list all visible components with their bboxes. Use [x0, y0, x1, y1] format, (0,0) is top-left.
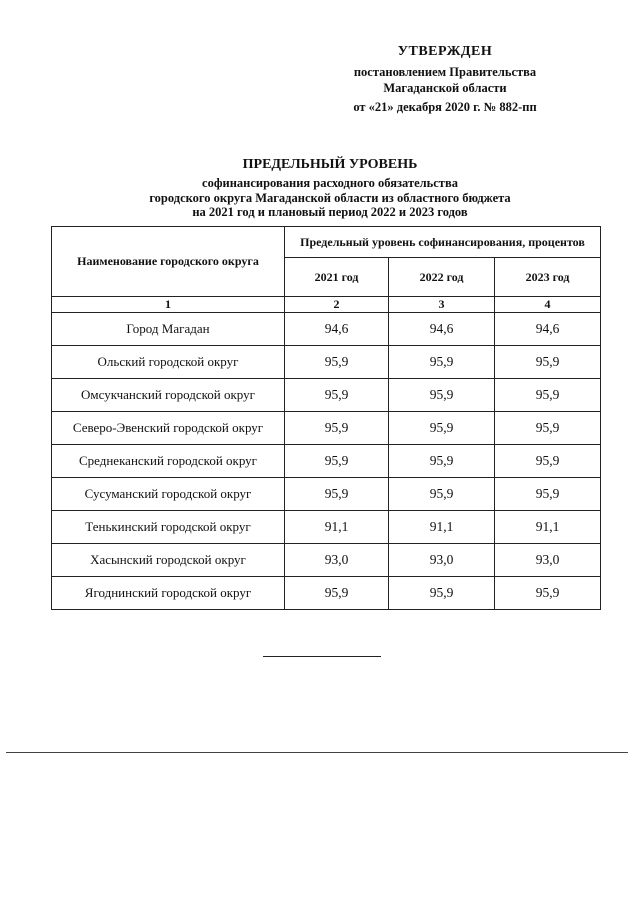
value-2021: 95,9 — [285, 445, 389, 478]
value-2021: 91,1 — [285, 511, 389, 544]
district-name: Среднеканский городской округ — [52, 445, 285, 478]
table-row — [52, 313, 601, 346]
table-row — [52, 544, 601, 577]
value-2023: 95,9 — [495, 445, 601, 478]
approval-line-3: от «21» декабря 2020 г. № 882-пп — [353, 100, 537, 114]
approval-block — [320, 44, 570, 115]
value-2023: 95,9 — [495, 478, 601, 511]
document-title: ПРЕДЕЛЬНЫЙ УРОВЕНЬ — [242, 157, 418, 172]
table-row — [52, 577, 601, 610]
value-2023: 95,9 — [495, 379, 601, 412]
value-2023: 95,9 — [495, 577, 601, 610]
value-2021: 95,9 — [285, 577, 389, 610]
document-title-block — [60, 156, 600, 220]
value-2023: 91,1 — [495, 511, 601, 544]
value-2023: 95,9 — [495, 346, 601, 379]
column-number: 2 — [285, 297, 389, 313]
value-2021: 95,9 — [285, 412, 389, 445]
district-name: Северо-Эвенский городской округ — [52, 412, 285, 445]
value-2023: 95,9 — [495, 412, 601, 445]
cofinancing-table — [51, 226, 601, 610]
value-2022: 93,0 — [389, 544, 495, 577]
table-row — [52, 511, 601, 544]
district-name: Сусуманский городской округ — [52, 478, 285, 511]
document-subtitle-3: на 2021 год и плановый период 2022 и 2023 годов — [192, 205, 468, 219]
value-2022: 95,9 — [389, 412, 495, 445]
value-2022: 95,9 — [389, 346, 495, 379]
value-2022: 95,9 — [389, 445, 495, 478]
value-2022: 95,9 — [389, 478, 495, 511]
document-subtitle-2: городского округа Магаданской области из областного бюджета — [149, 190, 511, 205]
approval-stamp: УТВЕРЖДЕН — [397, 44, 493, 59]
table-row — [52, 379, 601, 412]
table-row — [52, 445, 601, 478]
value-2022: 95,9 — [389, 379, 495, 412]
column-number: 4 — [495, 297, 601, 313]
end-of-document-rule — [263, 656, 381, 657]
table-row — [52, 478, 601, 511]
value-2023: 94,6 — [495, 313, 601, 346]
column-number: 3 — [389, 297, 495, 313]
column-header-year: 2023 год — [495, 258, 601, 297]
value-2022: 91,1 — [389, 511, 495, 544]
document-subtitle-1: софинансирования расходного обязательства — [202, 176, 458, 190]
value-2021: 94,6 — [285, 313, 389, 346]
district-name: Ягоднинский городской округ — [52, 577, 285, 610]
approval-line-2: Магаданской области — [383, 81, 507, 95]
column-header-name: Наименование городского округа — [52, 227, 285, 297]
value-2021: 95,9 — [285, 379, 389, 412]
column-header-year: 2022 год — [389, 258, 495, 297]
value-2021: 95,9 — [285, 478, 389, 511]
approval-line-1: постановлением Правительства — [353, 65, 537, 79]
district-name: Хасынский городской округ — [52, 544, 285, 577]
value-2023: 93,0 — [495, 544, 601, 577]
page-bottom-divider — [6, 752, 628, 753]
district-name: Ольский городской округ — [52, 346, 285, 379]
value-2022: 95,9 — [389, 577, 495, 610]
district-name: Тенькинский городской округ — [52, 511, 285, 544]
district-name: Город Магадан — [52, 313, 285, 346]
value-2021: 93,0 — [285, 544, 389, 577]
column-number: 1 — [52, 297, 285, 313]
value-2022: 94,6 — [389, 313, 495, 346]
district-name: Омсукчанский городской округ — [52, 379, 285, 412]
table-row — [52, 412, 601, 445]
value-2021: 95,9 — [285, 346, 389, 379]
column-header-level: Предельный уровень софинансирования, процентов — [285, 227, 601, 258]
column-header-year: 2021 год — [285, 258, 389, 297]
table-row — [52, 346, 601, 379]
